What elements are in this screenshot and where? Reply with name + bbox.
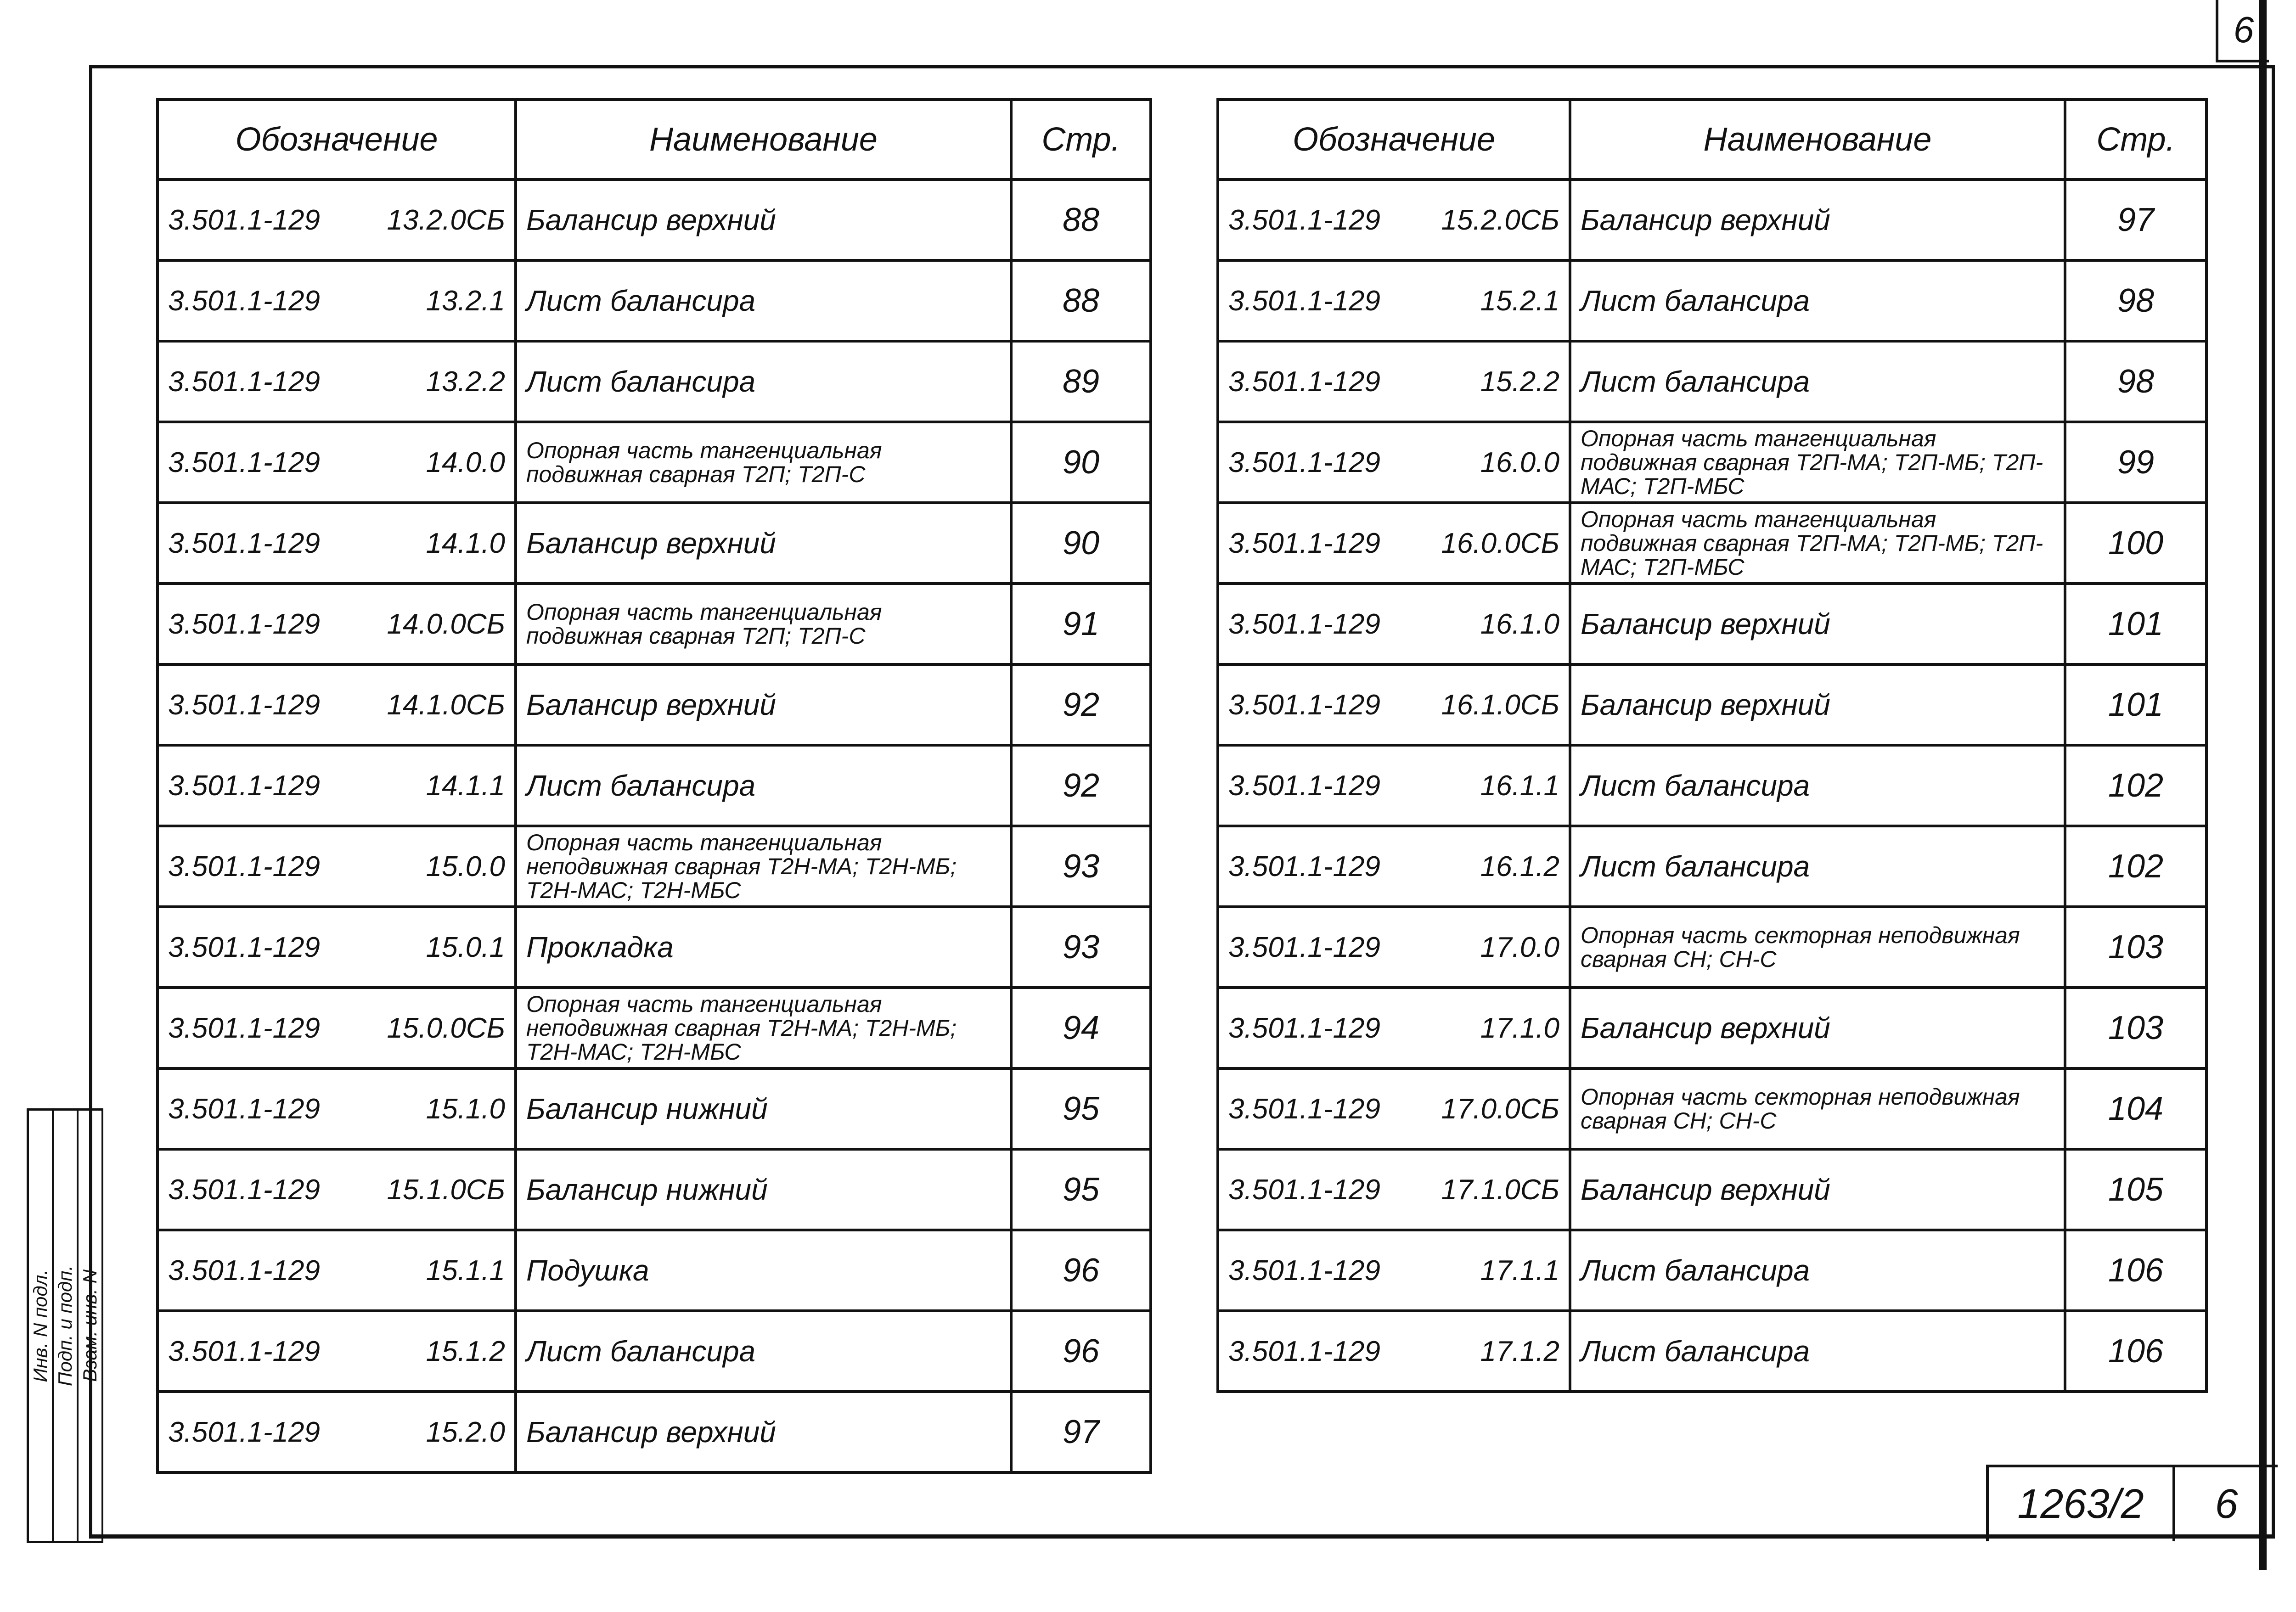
page-cell: 101 [2065,584,2206,664]
series-code: 3.501.1-129 [168,931,320,963]
name-cell: Лист балансира [516,1311,1011,1392]
item-number: 15.1.0СБ [387,1174,505,1206]
name-cell: Лист балансира [1570,826,2065,907]
table-row [158,826,1151,907]
series-code: 3.501.1-129 [1228,1174,1380,1206]
designation-cell [1218,745,1570,826]
name-cell: Опорная часть тангенциальная подвижная сварная Т2П; Т2П-С [516,584,1011,664]
table-row [1218,826,2206,907]
page-cell: 104 [2065,1068,2206,1149]
page-cell: 94 [1011,988,1151,1068]
table-row [1218,1068,2206,1149]
table-row [158,422,1151,503]
table-row [1218,260,2206,341]
item-number: 15.1.1 [426,1254,505,1286]
designation-cell [158,745,516,826]
header-page: Стр. [2065,100,2206,180]
top-sheet-number: 6 [2216,0,2269,62]
name-cell: Балансир верхний [1570,988,2065,1068]
item-number: 16.0.0 [1480,446,1559,478]
item-number: 13.2.1 [426,285,505,317]
series-code: 3.501.1-129 [168,1335,320,1367]
page-cell: 105 [2065,1149,2206,1230]
designation-cell [158,1149,516,1230]
name-cell: Опорная часть секторная неподвижная сварная СН; СН-С [1570,1068,2065,1149]
name-cell: Опорная часть секторная неподвижная сварная СН; СН-С [1570,907,2065,988]
designation-cell [1218,584,1570,664]
table-row [1218,664,2206,745]
series-code: 3.501.1-129 [1228,769,1380,802]
item-number: 15.2.0СБ [1441,204,1559,236]
table-row [1218,907,2206,988]
document-number: 1263/2 [1989,1467,2175,1541]
designation-cell [158,988,516,1068]
series-code: 3.501.1-129 [168,365,320,398]
item-number: 16.1.1 [1480,769,1559,802]
designation-cell [1218,180,1570,260]
name-cell: Опорная часть тангенциальная неподвижная сварная Т2Н-МА; Т2Н-МБ; Т2Н-МАС; Т2Н-МБС [516,988,1011,1068]
item-number: 13.2.2 [426,365,505,398]
side-stamp-label: Взам. инв. N [79,1269,101,1382]
page-cell: 93 [1011,826,1151,907]
item-number: 14.0.0СБ [387,608,505,640]
page-cell: 100 [2065,503,2206,584]
page-cell: 89 [1011,341,1151,422]
designation-cell [158,1392,516,1472]
item-number: 14.0.0 [426,446,505,478]
name-cell: Опорная часть тангенциальная подвижная сварная Т2П-МА; Т2П-МБ; Т2П-МАС; Т2П-МБС [1570,422,2065,503]
name-cell: Балансир нижний [516,1149,1011,1230]
page-cell: 92 [1011,745,1151,826]
designation-cell [1218,422,1570,503]
series-code: 3.501.1-129 [1228,285,1380,317]
page-cell: 91 [1011,584,1151,664]
header-name: Наименование [1570,100,2065,180]
table-row [1218,1311,2206,1392]
designation-cell [158,503,516,584]
designation-cell [158,180,516,260]
series-code: 3.501.1-129 [168,285,320,317]
name-cell: Балансир нижний [516,1068,1011,1149]
series-code: 3.501.1-129 [168,527,320,559]
item-number: 15.0.0 [426,850,505,882]
series-code: 3.501.1-129 [168,204,320,236]
page-cell: 102 [2065,745,2206,826]
header-designation: Обозначение [158,100,516,180]
name-cell: Балансир верхний [1570,664,2065,745]
page-cell: 92 [1011,664,1151,745]
table-row [158,341,1151,422]
page-cell: 95 [1011,1149,1151,1230]
page-cell: 93 [1011,907,1151,988]
item-number: 17.0.0 [1480,931,1559,963]
series-code: 3.501.1-129 [1228,1335,1380,1367]
series-code: 3.501.1-129 [168,608,320,640]
name-cell: Лист балансира [1570,341,2065,422]
designation-cell [158,907,516,988]
item-number: 16.1.2 [1480,850,1559,882]
name-cell: Балансир верхний [1570,180,2065,260]
table-row [1218,988,2206,1068]
page-cell: 98 [2065,341,2206,422]
designation-cell [1218,664,1570,745]
designation-cell [158,664,516,745]
name-cell: Лист балансира [516,341,1011,422]
page-cell: 88 [1011,260,1151,341]
designation-cell [158,584,516,664]
page-cell: 103 [2065,907,2206,988]
series-code: 3.501.1-129 [1228,931,1380,963]
designation-cell [1218,503,1570,584]
page-cell: 96 [1011,1230,1151,1311]
name-cell: Лист балансира [1570,1230,2065,1311]
name-cell: Опорная часть тангенциальная подвижная сварная Т2П; Т2П-С [516,422,1011,503]
designation-cell [1218,1068,1570,1149]
table-row [158,1149,1151,1230]
item-number: 14.1.0 [426,527,505,559]
name-cell: Подушка [516,1230,1011,1311]
designation-cell [1218,826,1570,907]
page-cell: 88 [1011,180,1151,260]
name-cell: Лист балансира [1570,1311,2065,1392]
side-stamp [27,1108,103,1543]
side-stamp-label: Инв. N подл. [29,1269,51,1382]
item-number: 14.1.1 [426,769,505,802]
table-row [1218,584,2206,664]
page-cell: 95 [1011,1068,1151,1149]
table-row [158,745,1151,826]
item-number: 17.0.0СБ [1441,1093,1559,1125]
designation-cell [1218,341,1570,422]
series-code: 3.501.1-129 [1228,1093,1380,1125]
series-code: 3.501.1-129 [168,1093,320,1125]
page-cell: 90 [1011,422,1151,503]
item-number: 16.1.0СБ [1441,689,1559,721]
series-code: 3.501.1-129 [1228,1012,1380,1044]
page-cell: 101 [2065,664,2206,745]
table-row [158,1392,1151,1472]
item-number: 15.2.0 [426,1416,505,1448]
page-cell: 106 [2065,1311,2206,1392]
designation-cell [158,422,516,503]
name-cell: Балансир верхний [516,1392,1011,1472]
table-row [158,1230,1151,1311]
series-code: 3.501.1-129 [1228,204,1380,236]
table-row [158,584,1151,664]
table-row [1218,1230,2206,1311]
page-cell: 97 [1011,1392,1151,1472]
name-cell: Балансир верхний [516,180,1011,260]
table-row [1218,503,2206,584]
table-row [158,260,1151,341]
header-page: Стр. [1011,100,1151,180]
name-cell: Балансир верхний [1570,584,2065,664]
header-designation: Обозначение [1218,100,1570,180]
page-cell: 102 [2065,826,2206,907]
page-cell: 98 [2065,260,2206,341]
series-code: 3.501.1-129 [1228,446,1380,478]
series-code: 3.501.1-129 [168,1254,320,1286]
table-row [158,664,1151,745]
designation-cell [1218,1149,1570,1230]
item-number: 16.1.0 [1480,608,1559,640]
name-cell: Балансир верхний [516,503,1011,584]
item-number: 17.1.1 [1480,1254,1559,1286]
table-row [1218,1149,2206,1230]
designation-cell [1218,1311,1570,1392]
designation-cell [1218,260,1570,341]
page-cell: 96 [1011,1311,1151,1392]
title-block [1986,1465,2278,1541]
designation-cell [158,1230,516,1311]
item-number: 15.2.2 [1480,365,1559,398]
page-cell: 97 [2065,180,2206,260]
designation-cell [158,260,516,341]
header-name: Наименование [516,100,1011,180]
series-code: 3.501.1-129 [168,850,320,882]
table-row [158,503,1151,584]
series-code: 3.501.1-129 [168,1416,320,1448]
contents-table-left [156,98,1152,1474]
name-cell: Лист балансира [1570,260,2065,341]
page-cell: 99 [2065,422,2206,503]
name-cell: Опорная часть тангенциальная подвижная сварная Т2П-МА; Т2П-МБ; Т2П-МАС; Т2П-МБС [1570,503,2065,584]
series-code: 3.501.1-129 [1228,1254,1380,1286]
sheet-number: 6 [2215,1481,2238,1527]
table-row [1218,341,2206,422]
page-cell: 103 [2065,988,2206,1068]
designation-cell [158,341,516,422]
table-row [158,907,1151,988]
name-cell: Лист балансира [516,260,1011,341]
item-number: 14.1.0СБ [387,689,505,721]
designation-cell [1218,907,1570,988]
table-row [158,1068,1151,1149]
item-number: 15.1.2 [426,1335,505,1367]
designation-cell [158,1068,516,1149]
series-code: 3.501.1-129 [168,1174,320,1206]
series-code: 3.501.1-129 [168,769,320,802]
item-number: 13.2.0СБ [387,204,505,236]
item-number: 15.0.0СБ [387,1012,505,1044]
item-number: 15.2.1 [1480,285,1559,317]
series-code: 3.501.1-129 [1228,850,1380,882]
table-row [158,988,1151,1068]
side-stamp-label: Подп. и подп. [54,1265,76,1386]
series-code: 3.501.1-129 [1228,365,1380,398]
edge-bar [2259,0,2267,1570]
table-row [1218,422,2206,503]
item-number: 17.1.0СБ [1441,1174,1559,1206]
item-number: 15.0.1 [426,931,505,963]
name-cell: Прокладка [516,907,1011,988]
page-cell: 90 [1011,503,1151,584]
designation-cell [158,1311,516,1392]
designation-cell [1218,1230,1570,1311]
item-number: 16.0.0СБ [1441,527,1559,559]
name-cell: Лист балансира [516,745,1011,826]
name-cell: Балансир верхний [1570,1149,2065,1230]
table-row [1218,180,2206,260]
name-cell: Лист балансира [1570,745,2065,826]
series-code: 3.501.1-129 [168,1012,320,1044]
contents-table-right [1216,98,2208,1393]
name-cell: Балансир верхний [516,664,1011,745]
item-number: 17.1.2 [1480,1335,1559,1367]
series-code: 3.501.1-129 [168,446,320,478]
designation-cell [1218,988,1570,1068]
table-row [1218,745,2206,826]
series-code: 3.501.1-129 [1228,689,1380,721]
page-cell: 106 [2065,1230,2206,1311]
designation-cell [158,826,516,907]
name-cell: Опорная часть тангенциальная неподвижная сварная Т2Н-МА; Т2Н-МБ; Т2Н-МАС; Т2Н-МБС [516,826,1011,907]
table-row [158,180,1151,260]
series-code: 3.501.1-129 [168,689,320,721]
table-row [158,1311,1151,1392]
item-number: 17.1.0 [1480,1012,1559,1044]
item-number: 15.1.0 [426,1093,505,1125]
series-code: 3.501.1-129 [1228,608,1380,640]
series-code: 3.501.1-129 [1228,527,1380,559]
